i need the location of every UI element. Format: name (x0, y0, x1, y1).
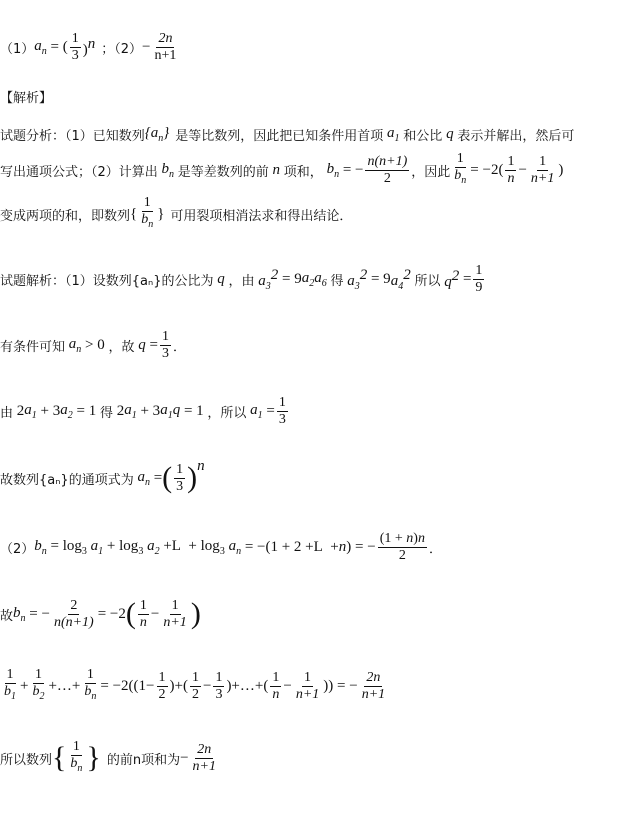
section-heading: 【解析】 (0, 90, 53, 106)
analysis-line-3: 变成两项的和，即数列 { $\frac{1}{b_n}$ } 可用裂项相消法求和得出结论． (0, 195, 353, 230)
answer-part-2-label: ；（2） (101, 41, 143, 57)
solution-line-7: $\frac{1}{b_1}$ + $\frac{1}{b_2}$ +…+ $\frac{1}{b_n}$ = −2((1− $\frac{1}{2}$ )+( $\frac{1}{2}$ − $\frac{1}{3}$ )+…+( $\frac{1}{n}$ − $\frac{1}{n+1}$ )) = − $\frac{2n}{n+1}$ (4, 667, 386, 702)
solution-line-6: 故 $b_n$ = − $\frac{2}{n(n+1)}$ = −2 ( $\frac{1}{n}$ − $\frac{1}{n+1}$ ) (0, 597, 201, 630)
solution-line-2: 有条件可知 $a_n$ > 0 ，故 q = $\frac{1}{3}$ ． (0, 328, 186, 361)
answer-part-1-label: （1） (0, 41, 35, 57)
solution-line-4: 故数列{aₙ}的通项式为 $a_n$ = ( $\frac{1}{3}$ ) n (0, 458, 205, 494)
solution-line-3: 由 2 $a_1$ + 3 $a_2$ = 1 得 2 $a_1$ + 3 $a_1q$ = 1 ，所以 $a_1$ = $\frac{1}{3}$ (0, 394, 286, 427)
solution-line-1: 试题解析：（1）设数列{aₙ}的公比为 q ，由 $a_3^2$ = 9 $a_2a_6$ 得 $a_3^2$ = 9 $a_4^2$ 所以 $q^2$ = $\frac{1}{9}$ (0, 262, 483, 295)
solution-line-5: （2） $b_n$ = $\log_3$ $a_1$ + $\log_3$ $a_2$ $+L + \log_3$ $a_n$ = −(1 + 2 +L + n ) = − $\frac{(1 + n)n}{2}$ ． (0, 530, 442, 563)
answer-line: （1） $a_n$ = ( $\frac{1}{3}$ )$^n$ ；（2） − $\frac{2n}{n+1}$ (0, 30, 177, 63)
solution-line-8: 所以数列 { $\frac{1}{b_n}$ } 的前n项和为 − $\frac{2n}{n+1}$ (0, 739, 216, 774)
analysis-line-1: 试题分析：（1）已知数列 $\{a_n\}$ 是等比数列，因此把已知条件用首项 $a_1$ 和公比 q 表示并解出，然后可 (0, 124, 575, 144)
analysis-line-2: 写出通项公式；（2）计算出 $b_n$ 是等差数列的前 n 项和， $b_n$ = − $\frac{n(n+1)}{2}$ ，因此 $\frac{1}{b_n}$ = −2( $\frac{1}{n}$ − $\frac{1}{n+1}$ ) (0, 151, 564, 186)
